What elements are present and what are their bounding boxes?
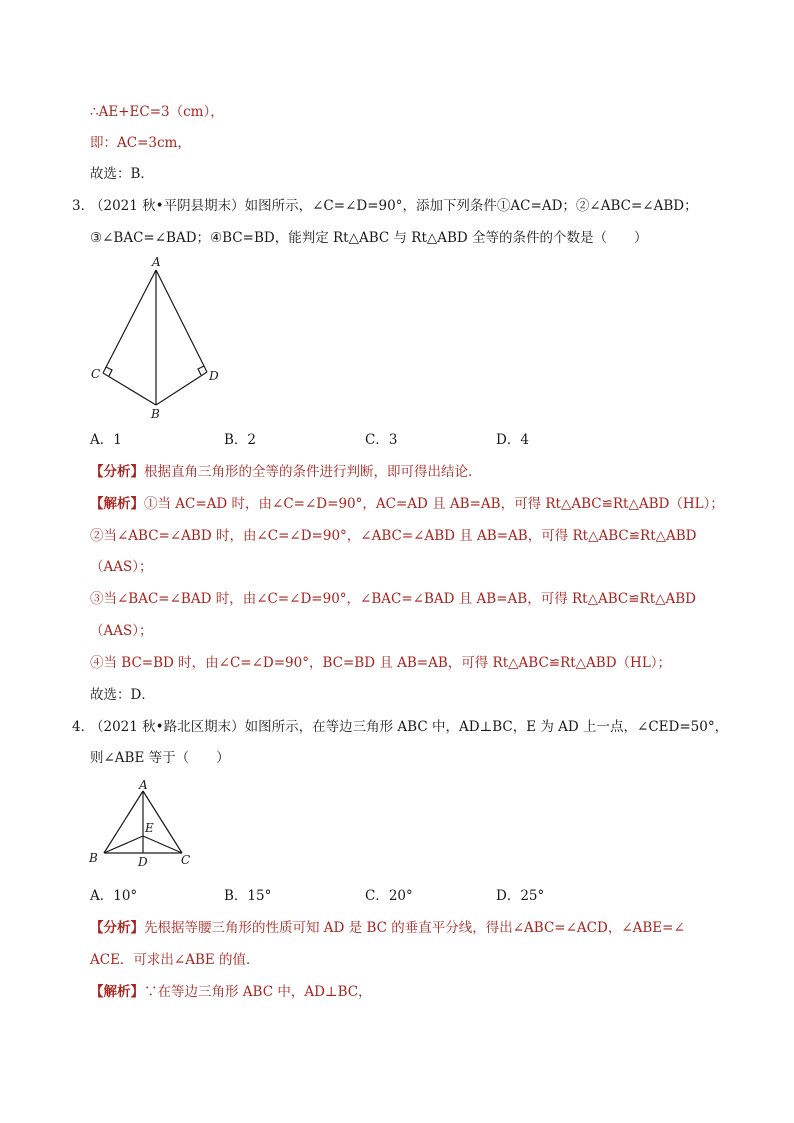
q4-figure-equilateral-triangle [85, 776, 200, 871]
q4-option-a: A．10° [90, 888, 138, 904]
q3-option-b: B．2 [224, 432, 257, 448]
prev-solution-line-2: 即：AC=3cm， [90, 135, 191, 151]
prev-solution-line-1: ∴AE+EC=3（cm）， [90, 104, 224, 120]
right-angle-mark-d [198, 366, 204, 375]
analysis-tag: 【分析】 [90, 464, 144, 480]
prev-solution-answer: 故选：B． [90, 166, 154, 182]
segment-cb [103, 373, 156, 405]
q4-option-c: C．20° [365, 888, 413, 904]
analysis-text: 根据直角三角形的全等的条件进行判断，即可得出结论． [144, 464, 482, 480]
q4-stem-line-2: 则∠ABE 等于（ ） [90, 750, 230, 766]
segment-db [156, 372, 207, 405]
right-angle-mark-c [106, 367, 112, 376]
q3-stem-line-1: （2021 秋•平阴县期末）如图所示，∠C=∠D=90°，添加下列条件①AC=AD；②∠ABC=∠ABD； [90, 198, 698, 214]
segment-ab [104, 791, 143, 853]
q3-solution-line-1 [90, 495, 724, 513]
label-a: A [152, 255, 161, 269]
label-e: E [145, 821, 154, 835]
label-a: A [139, 778, 148, 792]
q3-figure-kite [85, 252, 235, 422]
label-d: D [138, 855, 148, 869]
analysis-text: 先根据等腰三角形的性质可知 AD 是 BC 的垂直平分线，得出∠ABC=∠ACD，∠ABE=∠ [144, 920, 685, 936]
label-d: D [209, 369, 219, 383]
label-c: C [91, 367, 101, 381]
q3-option-a: A．1 [90, 432, 122, 448]
q4-number: 4． [72, 719, 95, 735]
q3-solution-line-6: ④当 BC=BD 时，由∠C=∠D=90°，BC=BD 且 AB=AB，可得 Rt△ABC≌Rt△ABD（HL）； [90, 655, 672, 671]
solution-text: ①当 AC=AD 时，由∠C=∠D=90°，AC=AD 且 AB=AB，可得 Rt△ABC≌Rt△ABD（HL）； [144, 496, 724, 512]
solution-tag: 【解析】 [90, 496, 144, 512]
label-b: B [151, 407, 160, 421]
q3-solution-line-3: （AAS）； [90, 559, 153, 575]
q3-stem-line-2: ③∠BAC=∠BAD；④BC=BD，能判定 Rt△ABC 与 Rt△ABD 全等的条件的个数是（ ） [90, 230, 648, 246]
q4-option-b: B．15° [224, 888, 272, 904]
q3-solution-line-2: ②当∠ABC=∠ABD 时，由∠C=∠D=90°，∠ABC=∠ABD 且 AB=AB，可得 Rt△ABC≌Rt△ABD [90, 528, 697, 544]
segment-ad [156, 270, 207, 372]
segment-ac [103, 270, 156, 373]
q3-option-d: D．4 [496, 432, 529, 448]
q3-analysis [90, 463, 482, 481]
q3-option-c: C．3 [365, 432, 398, 448]
q4-option-d: D．25° [496, 888, 545, 904]
q4-stem-line-1: （2021 秋•路北区期末）如图所示，在等边三角形 ABC 中，AD⊥BC，E 为 AD 上一点，∠CED=50°， [90, 719, 729, 735]
q4-analysis-line-1 [90, 919, 685, 937]
analysis-tag: 【分析】 [90, 920, 144, 936]
q3-answer: 故选：D． [90, 687, 155, 703]
q3-number: 3． [72, 198, 95, 214]
label-b: B [89, 851, 98, 865]
label-c: C [181, 853, 191, 867]
q3-solution-line-4: ③当∠BAC=∠BAD 时，由∠C=∠D=90°，∠BAC=∠BAD 且 AB=AB，可得 Rt△ABC≌Rt△ABD [90, 591, 696, 607]
solution-text: ∵在等边三角形 ABC 中，AD⊥BC， [144, 984, 372, 1000]
q3-solution-line-5: （AAS）； [90, 623, 153, 639]
solution-tag: 【解析】 [90, 984, 144, 1000]
q4-solution-line-1 [90, 983, 372, 1001]
q4-analysis-line-2: ACE．可求出∠ABE 的值． [90, 952, 260, 968]
